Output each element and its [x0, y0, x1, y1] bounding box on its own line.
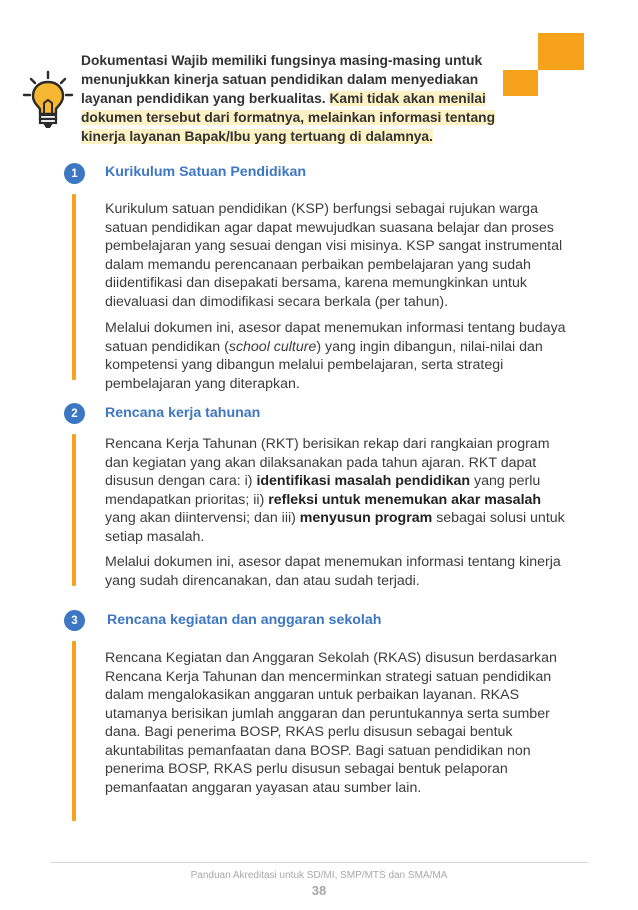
- page-number: 38: [311, 883, 327, 898]
- footer-text: Panduan Akreditasi untuk SD/MI, SMP/MTS dan SMA/MA: [190, 870, 448, 881]
- footer-divider: [50, 862, 588, 863]
- bold-term-2: refleksi untuk menemukan akar masalah: [268, 491, 542, 508]
- section-3-paragraph-1: Rencana Kegiatan dan Anggaran Sekolah (RKAS) disusun berdasarkan Rencana Kerja Tahunan dan mencerminkan strategi satuan pendidikan dalam mengalokasikan anggaran untuk perbaikan layanan. RKAS utamanya berisikan jumlah anggaran dan peruntukannya serta sumber dana. Bagi penerima BOSP, RKAS perlu disusun sebagai bentuk akuntabilitas pemanfaatan dana BOSP. Bagi satuan pendidikan non penerima BOSP, RKAS perlu disusun sebagai bentuk pelaporan pemanfaatan anggaran yayasan atau sumber lain.: [105, 650, 557, 796]
- intro-note: [81, 51, 511, 146]
- section-divider-1: [72, 194, 76, 380]
- section-2-paragraph-1: Rencana Kerja Tahunan (RKT) berisikan rekap dari rangkaian program dan kegiatan yang akan dilaksanakan pada tahun ajaran. RKT dapat disusun dengan cara: i) identifikasi masalah pendidikan yang perlu mendapatkan prioritas; ii) refleksi untuk menemukan akar masalah yang akan diintervensi; dan iii) menyusun program sebagai solusi untuk setiap masalah.: [105, 436, 565, 545]
- lightbulb-icon: [22, 70, 74, 130]
- section-title-1: Kurikulum Satuan Pendidikan: [105, 164, 307, 180]
- section-divider-3: [72, 641, 76, 821]
- section-2-paragraph-2: Melalui dokumen ini, asesor dapat menemukan informasi tentang kinerja yang sudah direncanakan, dan atau sudah terjadi.: [105, 554, 561, 589]
- bold-term-1: identifikasi masalah pendidikan: [256, 473, 471, 489]
- section-title-2: Rencana kerja tahunan: [105, 405, 261, 421]
- section-number-3: 3: [64, 610, 85, 631]
- section-1-paragraph-2: Melalui dokumen ini, asesor dapat menemukan informasi tentang budaya satuan pendidikan (school culture) yang ingin dibangun, nilai-nilai dan kompetensi yang dibangun melalui pembelajaran, serta strategi pembelajaran yang diterapkan.: [105, 320, 566, 392]
- section-1-paragraph-1: Kurikulum satuan pendidikan (KSP) berfungsi sebagai rujukan warga satuan pendidikan agar dapat mewujudkan suasana belajar dan proses pembelajaran yang sesuai dengan visi misinya. KSP sangat instrumental dalam memandu perencanaan perbaikan pembelajaran yang sudah diidentifikasi dan disepakati bersama, karena memungkinkan untuk dievaluasi dan dimodifikasi secara berkala (per tahun).: [105, 201, 563, 310]
- section-divider-2: [72, 434, 76, 586]
- bold-term-3: menyusun program: [299, 510, 433, 526]
- intro-text: Dokumentasi Wajib memiliki fungsinya masing-masing untuk menunjukkan kinerja satuan pendidikan dalam menyediakan layanan pendidikan yang berkualitas.: [81, 53, 483, 106]
- section-title-3: Rencana kegiatan dan anggaran sekolah: [107, 612, 382, 628]
- decorative-square-top: [538, 33, 584, 70]
- italic-term: school culture: [228, 338, 317, 355]
- section-number-1: 1: [64, 163, 85, 184]
- section-number-2: 2: [64, 403, 85, 424]
- intro-highlight: Kami tidak akan menilai dokumen tersebut dari formatnya, melainkan informasi tentang kinerja layanan Bapak/Ibu yang tertuang di dalamnya.: [81, 91, 495, 144]
